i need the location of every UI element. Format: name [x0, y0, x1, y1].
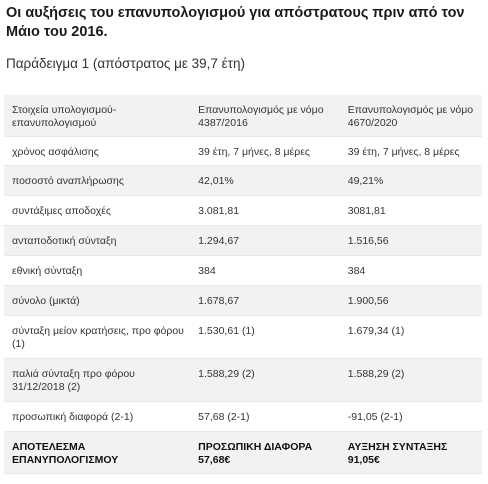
example-caption: Παράδειγμα 1 (απόστρατος με 39,7 έτη) [6, 56, 246, 71]
table-row [4, 358, 482, 401]
table-cell: 1.516,56 [347, 234, 389, 247]
table-cell: 39 έτη, 7 μήνες, 8 μέρες [347, 145, 460, 158]
table-row [4, 401, 482, 431]
table-row [4, 315, 482, 358]
table-cell: εθνική σύνταξη [12, 264, 83, 277]
table-cell: ποσοστό αναπλήρωσης [12, 174, 124, 187]
table-row [4, 285, 482, 315]
table-header-row [4, 95, 482, 136]
article-heading: Οι αυξήσεις του επανυπολογισμού για απόστρατους πριν από τον Μάιο του 2016. [6, 5, 465, 40]
table-row [4, 136, 482, 165]
table-cell: παλιά σύνταξη προ φόρου 31/12/2018 (2) [12, 367, 135, 393]
header-cell: Στοιχεία υπολογισμού- επανυπολογισμού [12, 104, 117, 129]
table-cell: συντάξιμες αποδοχές [12, 204, 111, 217]
table-cell: 1.294,67 [198, 234, 240, 247]
table-row [4, 195, 482, 225]
table-row [4, 225, 482, 255]
table-cell: 49,21% [347, 174, 384, 187]
table-cell: προσωπική διαφορά (2-1) [12, 410, 134, 423]
table-cell: 1.588,29 (2) [198, 367, 255, 380]
table-cell: 384 [198, 264, 216, 277]
table-cell: 3081,81 [347, 204, 386, 217]
table-cell: 1.588,29 (2) [347, 367, 405, 380]
table-cell: 1.678,67 [198, 294, 240, 307]
table-cell: 39 έτη, 7 μήνες, 8 μέρες [198, 145, 310, 158]
header-cell: Επανυπολογισμός με νόμο 4670/2020 [347, 104, 474, 129]
pension-comparison-table [4, 95, 482, 474]
table-cell: 1.679,34 (1) [347, 324, 405, 337]
table-cell: ανταποδοτική σύνταξη [12, 234, 117, 247]
table-cell: 1.530,61 (1) [198, 324, 255, 337]
personal-difference-result: ΠΡΟΣΩΠΙΚΗ ΔΙΑΦΟΡΑ 57,68€ [198, 440, 313, 466]
pension-increase-result: ΑΥΞΗΣΗ ΣΥΝΤΑΞΗΣ 91,05€ [347, 440, 448, 466]
header-cell: Επανυπολογισμός με νόμο 4387/2016 [198, 104, 324, 129]
table-row [4, 255, 482, 285]
table-cell: 57,68 (2-1) [198, 410, 250, 423]
table-cell: σύνταξη μείον κρατήσεις, προ φόρου (1) [12, 324, 184, 350]
table-cell: χρόνος ασφάλισης [12, 145, 99, 158]
result-row [4, 431, 482, 473]
table-cell: σύνολο (μικτά) [12, 294, 80, 307]
table-cell: 1.900,56 [347, 294, 389, 307]
result-label: ΑΠΟΤΕΛΕΣΜΑ ΕΠΑΝΥΠΟΛΟΓΙΣΜΟΥ [12, 440, 119, 466]
table-cell: 42,01% [198, 174, 234, 187]
table-cell: 3.081,81 [198, 204, 240, 217]
table-cell: -91,05 (2-1) [347, 410, 403, 423]
table-row [4, 165, 482, 195]
table-cell: 384 [347, 264, 366, 277]
